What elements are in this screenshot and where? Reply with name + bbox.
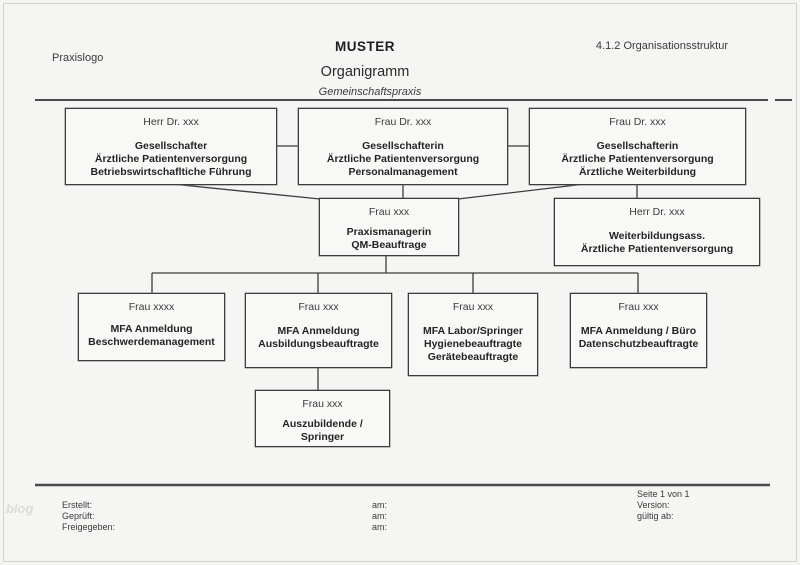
- practice-type-label: Gemeinschaftspraxis: [318, 86, 422, 98]
- person-roles: Weiterbildungsass. Ärztliche Patientenversorgung: [580, 230, 734, 255]
- person-name: Frau xxx: [618, 301, 659, 313]
- org-box-manager: [319, 198, 459, 256]
- person-name: Herr Dr. xxx: [143, 116, 199, 128]
- org-box-mfa1: [78, 293, 225, 361]
- praxis-logo-placeholder: Praxislogo: [52, 52, 104, 64]
- person-name: Frau Dr. xxx: [609, 116, 666, 128]
- org-box-mfa4: [570, 293, 707, 368]
- person-roles: MFA Anmeldung Ausbildungsbeauftragte: [258, 325, 379, 350]
- person-roles: Gesellschafterin Ärztliche Patientenversorgung Personalmanagement: [326, 140, 480, 178]
- person-roles: Auszubildende / Springer: [282, 418, 363, 443]
- person-name: Frau xxx: [302, 398, 343, 410]
- page-subtitle: Organigramm: [320, 64, 410, 80]
- footer-gueltig-label: gültig ab:: [637, 511, 674, 521]
- person-name: Frau xxx: [452, 301, 494, 313]
- person-roles: MFA Anmeldung Beschwerdemanagement: [88, 323, 215, 348]
- org-box-partner1: [65, 108, 277, 185]
- org-box-mfa2: [245, 293, 392, 368]
- person-roles: MFA Anmeldung / Büro Datenschutzbeauftragte: [578, 325, 699, 350]
- footer-am-3: am:: [372, 522, 388, 532]
- org-box-partner2: [298, 108, 508, 185]
- person-name: Herr Dr. xxx: [629, 206, 685, 218]
- person-roles: Gesellschafterin Ärztliche Patientenversorgung Ärztliche Weiterbildung: [561, 140, 714, 178]
- footer-label-erstellt: Erstellt:: [62, 500, 93, 510]
- org-box-azubi: [255, 390, 390, 447]
- person-roles: Gesellschafter Ärztliche Patientenversorgung Betriebswirtschafltiche Führung: [90, 140, 252, 178]
- document-reference: 4.1.2 Organisationsstruktur: [595, 40, 728, 52]
- document-title: MUSTER: [335, 39, 395, 54]
- person-roles: MFA Labor/Springer Hygienebeauftragte Gerätebeauftragte: [423, 325, 523, 363]
- person-roles: Praxismanagerin QM-Beauftrage: [346, 226, 432, 251]
- org-box-mfa3: [408, 293, 538, 376]
- footer-label-freigegeben: Freigegeben:: [62, 522, 116, 532]
- footer-am-1: am:: [372, 500, 388, 510]
- footer-am-2: am:: [372, 511, 388, 521]
- page-number: Seite 1 von 1: [637, 489, 690, 499]
- org-box-assistant: [554, 198, 760, 266]
- person-name: Frau xxx: [298, 301, 339, 313]
- footer-version-label: Version:: [637, 500, 670, 510]
- person-name: Frau xxxx: [128, 301, 175, 313]
- org-box-partner3: [529, 108, 746, 185]
- faint-watermark: blog: [6, 501, 34, 516]
- footer-label-geprueft: Geprüft:: [62, 511, 95, 521]
- person-name: Frau Dr. xxx: [374, 116, 432, 128]
- person-name: Frau xxx: [368, 206, 410, 218]
